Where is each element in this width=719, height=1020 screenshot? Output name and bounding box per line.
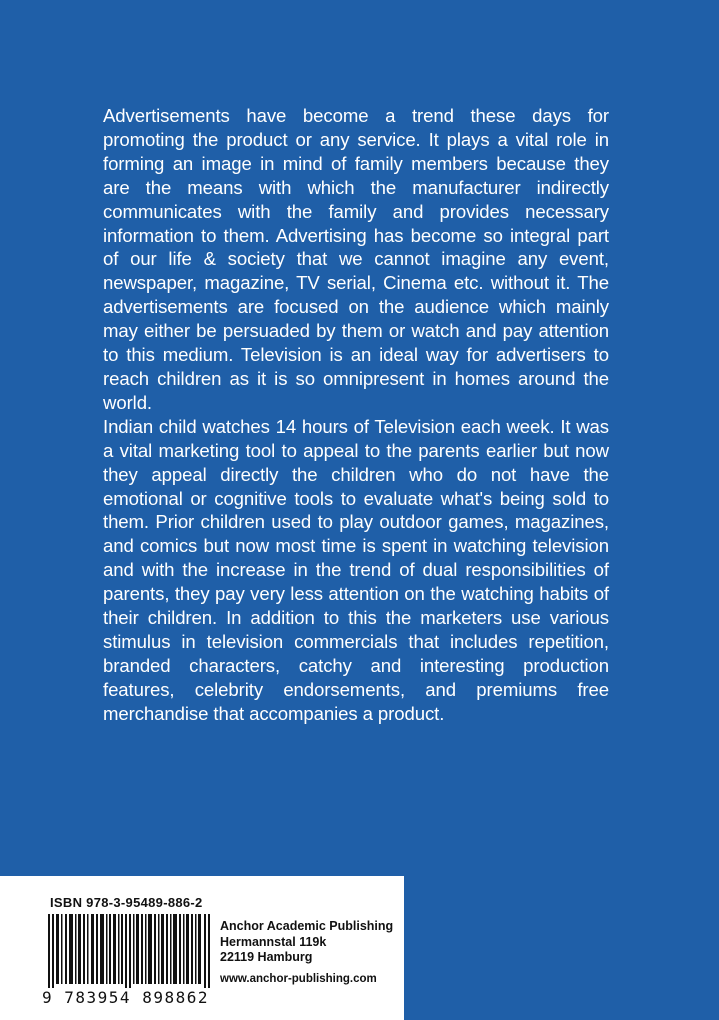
- blurb-text: [103, 104, 609, 726]
- publisher-name: Anchor Academic Publishing: [220, 919, 394, 933]
- blurb-paragraph-2: Indian child watches 14 hours of Television each week. It was a vital marketing tool to appeal to the parents earlier but now they appeal directly the children who do not have the emotional or cognitive tools to evaluate what's being sold to them. Prior children used to play outdoor games, magazines, and comics but now most time is spent in watching television and with the increase in the trend of dual responsibilities of parents, they pay very less attention on the watching habits of their children. In addition to this the marketers use various stimulus in television commercials that includes repetition, branded characters, catchy and interesting production features, celebrity endorsements, and premiums free merchandise that accompanies a product.: [103, 415, 609, 724]
- isbn-label: ISBN 978-3-95489-886-2: [50, 895, 203, 910]
- publisher-city: 22119 Hamburg: [220, 950, 313, 964]
- barcode-icon: [48, 914, 210, 992]
- isbn-publisher-box: [0, 876, 404, 1020]
- blurb-paragraph-1: Advertisements have become a trend these days for promoting the product or any service. It plays a vital role in forming an image in mind of family members because they are the means with which the manufacturer indirectly communicates with the family and provides necessary information to them. Advertising has become so integral part of our life & society that we cannot imagine any event, newspaper, magazine, TV serial, Cinema etc. without it. The advertisements are focused on the audience which mainly may either be persuaded by them or watch and pay attention to this medium. Television is an ideal way for advertisers to reach children as it is so omnipresent in homes around the world.: [103, 105, 609, 413]
- barcode-digits: 9 783954 898862: [42, 988, 216, 1007]
- publisher-street: Hermannstal 119k: [220, 934, 327, 949]
- publisher-website: www.anchor-publishing.com: [220, 973, 377, 985]
- publisher-address: [220, 919, 393, 966]
